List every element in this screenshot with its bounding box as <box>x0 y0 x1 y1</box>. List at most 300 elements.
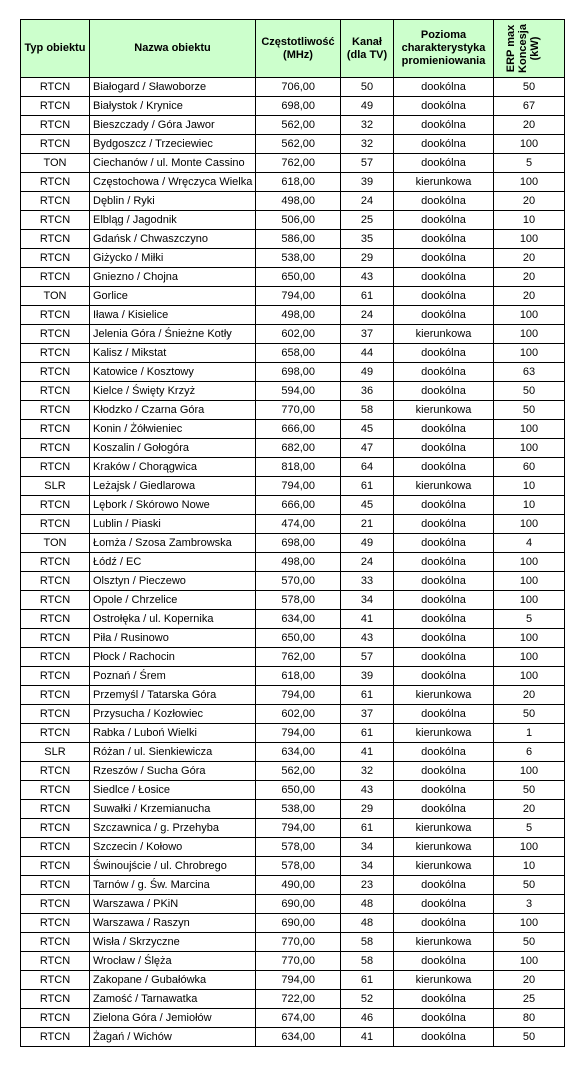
cell-typ: RTCN <box>21 762 90 781</box>
cell-charakterystyka: dookólna <box>394 610 494 629</box>
cell-typ: RTCN <box>21 420 90 439</box>
cell-typ: RTCN <box>21 648 90 667</box>
cell-kanal: 41 <box>341 610 394 629</box>
table-row <box>21 192 565 211</box>
cell-charakterystyka: dookólna <box>394 895 494 914</box>
cell-czestotliwosc: 594,00 <box>256 382 341 401</box>
cell-nazwa: Wrocław / Ślęża <box>90 952 256 971</box>
cell-erp: 100 <box>494 667 565 686</box>
cell-nazwa: Olsztyn / Pieczewo <box>90 572 256 591</box>
cell-charakterystyka: dookólna <box>394 230 494 249</box>
cell-typ: RTCN <box>21 724 90 743</box>
cell-nazwa: Zamość / Tarnawatka <box>90 990 256 1009</box>
cell-kanal: 46 <box>341 1009 394 1028</box>
table-body <box>21 78 565 1047</box>
cell-nazwa: Gorlice <box>90 287 256 306</box>
cell-charakterystyka: dookólna <box>394 743 494 762</box>
cell-czestotliwosc: 602,00 <box>256 705 341 724</box>
cell-charakterystyka: dookólna <box>394 420 494 439</box>
table-row <box>21 325 565 344</box>
cell-erp: 60 <box>494 458 565 477</box>
cell-typ: RTCN <box>21 857 90 876</box>
header-erp: ERP max Koncesja (kW) <box>504 24 541 73</box>
cell-nazwa: Łódź / EC <box>90 553 256 572</box>
cell-czestotliwosc: 794,00 <box>256 819 341 838</box>
cell-kanal: 29 <box>341 800 394 819</box>
cell-typ: RTCN <box>21 230 90 249</box>
cell-charakterystyka: dookólna <box>394 116 494 135</box>
cell-charakterystyka: dookólna <box>394 534 494 553</box>
table-row <box>21 211 565 230</box>
cell-nazwa: Kraków / Chorągwica <box>90 458 256 477</box>
cell-erp: 10 <box>494 477 565 496</box>
cell-kanal: 61 <box>341 477 394 496</box>
cell-czestotliwosc: 586,00 <box>256 230 341 249</box>
cell-nazwa: Warszawa / Raszyn <box>90 914 256 933</box>
cell-typ: RTCN <box>21 610 90 629</box>
cell-czestotliwosc: 498,00 <box>256 306 341 325</box>
cell-kanal: 24 <box>341 306 394 325</box>
table-row <box>21 743 565 762</box>
cell-charakterystyka: dookólna <box>394 135 494 154</box>
cell-typ: RTCN <box>21 363 90 382</box>
cell-nazwa: Giżycko / Miłki <box>90 249 256 268</box>
cell-typ: RTCN <box>21 914 90 933</box>
cell-czestotliwosc: 498,00 <box>256 553 341 572</box>
cell-typ: RTCN <box>21 458 90 477</box>
cell-typ: RTCN <box>21 629 90 648</box>
table-row <box>21 477 565 496</box>
cell-erp: 100 <box>494 420 565 439</box>
cell-nazwa: Łomża / Szosa Zambrowska <box>90 534 256 553</box>
cell-erp: 63 <box>494 363 565 382</box>
cell-czestotliwosc: 794,00 <box>256 477 341 496</box>
table-row <box>21 230 565 249</box>
cell-typ: RTCN <box>21 876 90 895</box>
cell-nazwa: Kielce / Święty Krzyż <box>90 382 256 401</box>
cell-typ: RTCN <box>21 78 90 97</box>
table-row <box>21 990 565 1009</box>
cell-typ: RTCN <box>21 325 90 344</box>
cell-kanal: 24 <box>341 553 394 572</box>
cell-czestotliwosc: 578,00 <box>256 838 341 857</box>
table-row <box>21 781 565 800</box>
table-row <box>21 287 565 306</box>
cell-charakterystyka: kierunkowa <box>394 173 494 192</box>
cell-erp: 100 <box>494 591 565 610</box>
cell-czestotliwosc: 762,00 <box>256 154 341 173</box>
cell-charakterystyka: dookólna <box>394 952 494 971</box>
table-row <box>21 952 565 971</box>
cell-typ: RTCN <box>21 135 90 154</box>
table-row <box>21 173 565 192</box>
cell-erp: 3 <box>494 895 565 914</box>
cell-czestotliwosc: 634,00 <box>256 743 341 762</box>
cell-charakterystyka: dookólna <box>394 344 494 363</box>
cell-czestotliwosc: 634,00 <box>256 610 341 629</box>
cell-erp: 5 <box>494 819 565 838</box>
cell-typ: RTCN <box>21 515 90 534</box>
cell-nazwa: Konin / Żółwieniec <box>90 420 256 439</box>
cell-charakterystyka: kierunkowa <box>394 686 494 705</box>
cell-charakterystyka: dookólna <box>394 363 494 382</box>
cell-erp: 10 <box>494 857 565 876</box>
cell-nazwa: Poznań / Śrem <box>90 667 256 686</box>
cell-typ: RTCN <box>21 211 90 230</box>
cell-charakterystyka: dookólna <box>394 648 494 667</box>
cell-charakterystyka: kierunkowa <box>394 819 494 838</box>
cell-charakterystyka: dookólna <box>394 249 494 268</box>
cell-czestotliwosc: 562,00 <box>256 135 341 154</box>
cell-nazwa: Różan / ul. Sienkiewicza <box>90 743 256 762</box>
cell-nazwa: Kłodzko / Czarna Góra <box>90 401 256 420</box>
cell-charakterystyka: kierunkowa <box>394 724 494 743</box>
cell-erp: 1 <box>494 724 565 743</box>
table-row <box>21 610 565 629</box>
cell-erp: 20 <box>494 249 565 268</box>
header-czestotliwosc: Częstotliwość (MHz) <box>256 20 341 78</box>
cell-czestotliwosc: 682,00 <box>256 439 341 458</box>
cell-typ: TON <box>21 534 90 553</box>
cell-nazwa: Białystok / Krynice <box>90 97 256 116</box>
cell-charakterystyka: dookólna <box>394 572 494 591</box>
cell-czestotliwosc: 562,00 <box>256 762 341 781</box>
cell-erp: 20 <box>494 268 565 287</box>
cell-typ: RTCN <box>21 591 90 610</box>
cell-czestotliwosc: 578,00 <box>256 591 341 610</box>
cell-erp: 20 <box>494 800 565 819</box>
cell-nazwa: Kalisz / Mikstat <box>90 344 256 363</box>
cell-charakterystyka: dookólna <box>394 78 494 97</box>
table-row <box>21 1028 565 1047</box>
table-row <box>21 97 565 116</box>
cell-nazwa: Rabka / Luboń Wielki <box>90 724 256 743</box>
cell-erp: 5 <box>494 610 565 629</box>
table-row <box>21 1009 565 1028</box>
header-typ: Typ obiektu <box>21 20 90 78</box>
cell-erp: 10 <box>494 211 565 230</box>
cell-kanal: 61 <box>341 819 394 838</box>
cell-czestotliwosc: 722,00 <box>256 990 341 1009</box>
table-row <box>21 591 565 610</box>
cell-kanal: 52 <box>341 990 394 1009</box>
cell-nazwa: Przemyśl / Tatarska Góra <box>90 686 256 705</box>
table-row <box>21 344 565 363</box>
table-row <box>21 800 565 819</box>
cell-typ: RTCN <box>21 173 90 192</box>
cell-typ: RTCN <box>21 192 90 211</box>
table-row <box>21 439 565 458</box>
cell-kanal: 41 <box>341 743 394 762</box>
table-row <box>21 876 565 895</box>
cell-czestotliwosc: 578,00 <box>256 857 341 876</box>
cell-typ: RTCN <box>21 1028 90 1047</box>
cell-kanal: 23 <box>341 876 394 895</box>
cell-kanal: 32 <box>341 116 394 135</box>
cell-nazwa: Żagań / Wichów <box>90 1028 256 1047</box>
cell-typ: RTCN <box>21 344 90 363</box>
cell-erp: 50 <box>494 705 565 724</box>
cell-czestotliwosc: 794,00 <box>256 971 341 990</box>
cell-nazwa: Zakopane / Gubałówka <box>90 971 256 990</box>
cell-nazwa: Leżajsk / Giedlarowa <box>90 477 256 496</box>
cell-nazwa: Katowice / Kosztowy <box>90 363 256 382</box>
cell-erp: 50 <box>494 781 565 800</box>
cell-charakterystyka: dookólna <box>394 306 494 325</box>
cell-kanal: 41 <box>341 1028 394 1047</box>
cell-erp: 50 <box>494 876 565 895</box>
cell-kanal: 45 <box>341 420 394 439</box>
cell-nazwa: Dęblin / Ryki <box>90 192 256 211</box>
cell-nazwa: Ostrołęka / ul. Kopernika <box>90 610 256 629</box>
cell-czestotliwosc: 634,00 <box>256 1028 341 1047</box>
cell-typ: SLR <box>21 477 90 496</box>
cell-nazwa: Szczawnica / g. Przehyba <box>90 819 256 838</box>
cell-kanal: 36 <box>341 382 394 401</box>
cell-nazwa: Iława / Kisielice <box>90 306 256 325</box>
cell-erp: 50 <box>494 1028 565 1047</box>
cell-erp: 100 <box>494 306 565 325</box>
cell-czestotliwosc: 698,00 <box>256 534 341 553</box>
cell-czestotliwosc: 490,00 <box>256 876 341 895</box>
table-row <box>21 534 565 553</box>
cell-czestotliwosc: 666,00 <box>256 420 341 439</box>
cell-charakterystyka: dookólna <box>394 914 494 933</box>
cell-kanal: 37 <box>341 325 394 344</box>
cell-erp: 100 <box>494 629 565 648</box>
cell-nazwa: Wisła / Skrzyczne <box>90 933 256 952</box>
cell-czestotliwosc: 498,00 <box>256 192 341 211</box>
cell-charakterystyka: dookólna <box>394 781 494 800</box>
cell-erp: 100 <box>494 838 565 857</box>
cell-czestotliwosc: 538,00 <box>256 249 341 268</box>
cell-czestotliwosc: 690,00 <box>256 895 341 914</box>
cell-erp: 100 <box>494 553 565 572</box>
cell-czestotliwosc: 770,00 <box>256 933 341 952</box>
cell-charakterystyka: dookólna <box>394 97 494 116</box>
cell-kanal: 48 <box>341 895 394 914</box>
cell-typ: RTCN <box>21 952 90 971</box>
table-row <box>21 705 565 724</box>
cell-erp: 50 <box>494 933 565 952</box>
cell-typ: RTCN <box>21 97 90 116</box>
cell-typ: RTCN <box>21 800 90 819</box>
cell-czestotliwosc: 618,00 <box>256 173 341 192</box>
header-kanal: Kanał (dla TV) <box>341 20 394 78</box>
table-row <box>21 724 565 743</box>
table-row <box>21 268 565 287</box>
cell-erp: 100 <box>494 230 565 249</box>
cell-czestotliwosc: 794,00 <box>256 686 341 705</box>
table-row <box>21 306 565 325</box>
cell-czestotliwosc: 698,00 <box>256 97 341 116</box>
cell-nazwa: Lublin / Piaski <box>90 515 256 534</box>
cell-erp: 4 <box>494 534 565 553</box>
cell-kanal: 21 <box>341 515 394 534</box>
cell-kanal: 58 <box>341 952 394 971</box>
table-row <box>21 515 565 534</box>
cell-typ: RTCN <box>21 401 90 420</box>
cell-czestotliwosc: 602,00 <box>256 325 341 344</box>
cell-kanal: 61 <box>341 287 394 306</box>
cell-erp: 6 <box>494 743 565 762</box>
table-row <box>21 553 565 572</box>
cell-charakterystyka: dookólna <box>394 667 494 686</box>
cell-charakterystyka: dookólna <box>394 629 494 648</box>
cell-czestotliwosc: 794,00 <box>256 287 341 306</box>
cell-erp: 20 <box>494 192 565 211</box>
cell-kanal: 61 <box>341 724 394 743</box>
table-row <box>21 686 565 705</box>
table-row <box>21 914 565 933</box>
cell-czestotliwosc: 706,00 <box>256 78 341 97</box>
cell-kanal: 49 <box>341 97 394 116</box>
cell-czestotliwosc: 506,00 <box>256 211 341 230</box>
cell-erp: 100 <box>494 173 565 192</box>
cell-charakterystyka: dookólna <box>394 496 494 515</box>
cell-kanal: 61 <box>341 971 394 990</box>
cell-kanal: 39 <box>341 667 394 686</box>
cell-erp: 50 <box>494 401 565 420</box>
cell-kanal: 45 <box>341 496 394 515</box>
table-row <box>21 458 565 477</box>
cell-charakterystyka: dookólna <box>394 211 494 230</box>
cell-kanal: 29 <box>341 249 394 268</box>
cell-charakterystyka: dookólna <box>394 268 494 287</box>
cell-erp: 5 <box>494 154 565 173</box>
cell-charakterystyka: dookólna <box>394 154 494 173</box>
cell-erp: 20 <box>494 971 565 990</box>
cell-kanal: 34 <box>341 838 394 857</box>
cell-kanal: 32 <box>341 762 394 781</box>
cell-kanal: 32 <box>341 135 394 154</box>
cell-kanal: 43 <box>341 268 394 287</box>
cell-kanal: 48 <box>341 914 394 933</box>
table-row <box>21 154 565 173</box>
cell-kanal: 49 <box>341 363 394 382</box>
cell-typ: RTCN <box>21 933 90 952</box>
table-row <box>21 249 565 268</box>
cell-kanal: 50 <box>341 78 394 97</box>
cell-nazwa: Świnoujście / ul. Chrobrego <box>90 857 256 876</box>
cell-charakterystyka: dookólna <box>394 990 494 1009</box>
cell-typ: RTCN <box>21 667 90 686</box>
table-row <box>21 135 565 154</box>
header-nazwa: Nazwa obiektu <box>90 20 256 78</box>
cell-nazwa: Suwałki / Krzemianucha <box>90 800 256 819</box>
cell-nazwa: Płock / Rachocin <box>90 648 256 667</box>
cell-czestotliwosc: 538,00 <box>256 800 341 819</box>
cell-czestotliwosc: 818,00 <box>256 458 341 477</box>
cell-czestotliwosc: 474,00 <box>256 515 341 534</box>
cell-erp: 100 <box>494 135 565 154</box>
cell-typ: TON <box>21 287 90 306</box>
cell-erp: 50 <box>494 382 565 401</box>
cell-erp: 20 <box>494 287 565 306</box>
cell-typ: SLR <box>21 743 90 762</box>
table-row <box>21 401 565 420</box>
cell-nazwa: Warszawa / PKiN <box>90 895 256 914</box>
cell-erp: 10 <box>494 496 565 515</box>
cell-typ: RTCN <box>21 705 90 724</box>
table-row <box>21 382 565 401</box>
table-row <box>21 667 565 686</box>
cell-czestotliwosc: 794,00 <box>256 724 341 743</box>
cell-typ: RTCN <box>21 990 90 1009</box>
cell-erp: 100 <box>494 515 565 534</box>
cell-charakterystyka: kierunkowa <box>394 971 494 990</box>
cell-kanal: 25 <box>341 211 394 230</box>
cell-kanal: 49 <box>341 534 394 553</box>
cell-kanal: 34 <box>341 591 394 610</box>
cell-czestotliwosc: 762,00 <box>256 648 341 667</box>
cell-charakterystyka: dookólna <box>394 192 494 211</box>
table-row <box>21 762 565 781</box>
cell-erp: 100 <box>494 344 565 363</box>
cell-nazwa: Białogard / Sławoborze <box>90 78 256 97</box>
cell-erp: 100 <box>494 439 565 458</box>
cell-typ: RTCN <box>21 553 90 572</box>
cell-czestotliwosc: 570,00 <box>256 572 341 591</box>
cell-typ: RTCN <box>21 971 90 990</box>
table-row <box>21 420 565 439</box>
cell-charakterystyka: dookólna <box>394 1028 494 1047</box>
table-header-row <box>21 20 565 78</box>
cell-czestotliwosc: 770,00 <box>256 952 341 971</box>
cell-nazwa: Gdańsk / Chwaszczyno <box>90 230 256 249</box>
cell-nazwa: Bieszczady / Góra Jawor <box>90 116 256 135</box>
cell-kanal: 44 <box>341 344 394 363</box>
cell-czestotliwosc: 650,00 <box>256 781 341 800</box>
cell-nazwa: Siedlce / Łosice <box>90 781 256 800</box>
cell-typ: RTCN <box>21 306 90 325</box>
cell-nazwa: Częstochowa / Wręczyca Wielka <box>90 173 256 192</box>
cell-typ: RTCN <box>21 781 90 800</box>
cell-charakterystyka: kierunkowa <box>394 401 494 420</box>
table-row <box>21 78 565 97</box>
cell-kanal: 43 <box>341 629 394 648</box>
cell-kanal: 58 <box>341 933 394 952</box>
header-erp-cell <box>494 20 565 78</box>
header-charakterystyka: Pozioma charakterystyka promieniowania <box>394 20 494 78</box>
cell-charakterystyka: dookólna <box>394 439 494 458</box>
cell-charakterystyka: kierunkowa <box>394 325 494 344</box>
cell-kanal: 33 <box>341 572 394 591</box>
cell-kanal: 43 <box>341 781 394 800</box>
cell-nazwa: Zielona Góra / Jemiołów <box>90 1009 256 1028</box>
cell-kanal: 35 <box>341 230 394 249</box>
cell-typ: RTCN <box>21 686 90 705</box>
table-row <box>21 895 565 914</box>
cell-typ: RTCN <box>21 496 90 515</box>
table-row <box>21 496 565 515</box>
cell-charakterystyka: kierunkowa <box>394 838 494 857</box>
cell-nazwa: Przysucha / Kozłowiec <box>90 705 256 724</box>
cell-charakterystyka: dookólna <box>394 876 494 895</box>
cell-charakterystyka: dookólna <box>394 382 494 401</box>
table-row <box>21 629 565 648</box>
transmitter-table <box>20 19 565 1047</box>
table-row <box>21 116 565 135</box>
cell-nazwa: Jelenia Góra / Śnieżne Kotły <box>90 325 256 344</box>
cell-czestotliwosc: 562,00 <box>256 116 341 135</box>
cell-charakterystyka: kierunkowa <box>394 857 494 876</box>
cell-czestotliwosc: 618,00 <box>256 667 341 686</box>
cell-typ: RTCN <box>21 819 90 838</box>
cell-nazwa: Koszalin / Gołogóra <box>90 439 256 458</box>
cell-typ: RTCN <box>21 268 90 287</box>
cell-erp: 100 <box>494 914 565 933</box>
